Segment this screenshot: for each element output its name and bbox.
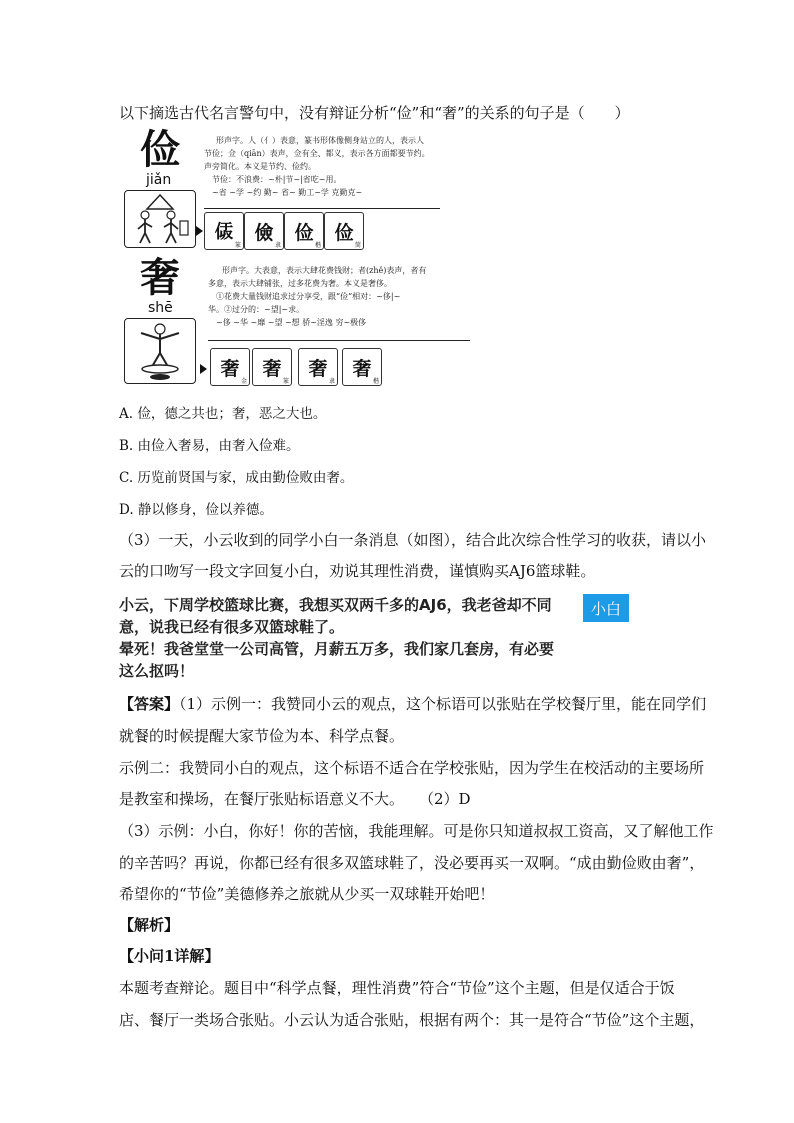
answer-line-5: （3）示例：小白，你好！你的苦恼，我能理解。可是你只知道叔叔工资高，又了解他工作 [119,822,714,840]
she-form-1: 奢 金 [210,348,250,386]
option-c: C. 历览前贤国与家，成由勤俭败由奢。 [119,470,354,486]
she-divider [208,340,470,341]
option-a: A. 俭，德之共也；奢，恶之大也。 [119,406,327,422]
dictionary-figure [118,126,474,388]
q3-line-1: （3）一天，小云收到的同学小白一条消息（如图），结合此次综合性学习的收获，请以小 [119,531,707,549]
chat-line-4: 这么抠吗！ [119,662,195,680]
jian-divider [204,208,440,209]
option-b: B. 由俭入奢易，由奢入俭难。 [119,438,300,454]
answer-line-4: 是教室和操场，在餐厅张贴标语意义不大。 （2）D [119,790,471,808]
analysis-line-2: 店、餐厅一类场合张贴。小云认为适合张贴，根据有两个：其一是符合“节俭”这个主题， [119,1011,705,1029]
jian-arrow-icon [196,226,203,236]
answer-line-3: 示例二：我赞同小白的观点，这个标语不适合在学校张贴，因为学生在校活动的主要场所 [119,759,705,777]
analysis-sub-label: 【小问1详解】 [119,947,220,965]
she-illustration [124,318,196,384]
chat-message-image [119,592,631,680]
answer-line-7: 希望你的“节俭”美德修养之旅就从少买一双球鞋开始吧！ [119,885,495,903]
jian-def-4: 节俭：不浪费：~朴|节~|省吃~用。 [204,175,342,184]
jian-pinyin: jiǎn [146,172,172,188]
analysis-label: 【解析】 [119,916,180,934]
answer-label: 【答案】 [119,695,180,713]
jian-def-5: ~省 ~学 ~约 勤~ 省~ 勤工~学 克勤克~ [204,188,363,197]
analysis-line-1: 本题考查辩论。题目中“科学点餐，理性消费”符合“节俭”这个主题，但是仅适合于饭 [119,979,675,997]
she-form-2: 奢 篆 [252,348,292,386]
she-form-3: 奢 隶 [298,348,338,386]
she-def-1: 形声字。大表意，表示大肆花费钱财；者(zhě)表声，者有 [222,266,427,275]
option-d: D. 静以修身，俭以养德。 [119,502,273,518]
jian-form-1: 𠈯 篆 [204,212,244,250]
she-def-5: ~侈 ~华 ~靡 ~望 ~想 骄~淫逸 穷~极侈 [208,318,367,327]
jian-character: 俭 [140,126,180,173]
she-form-4: 奢 楷 [342,348,382,386]
answer-line-2: 就餐的时候提醒大家节俭为本、科学点餐。 [119,727,405,745]
jian-illustration [124,190,196,248]
she-def-2: 多意，表示大肆铺张，过多花费为奢。本义是奢侈。 [208,279,392,288]
jian-form-2: 儉 隶 [244,212,284,250]
q3-line-2: 云的口吻写一段文字回复小白，劝说其理性消费，谨慎购买AJ6篮球鞋。 [119,562,596,580]
she-def-3: ①花费大量钱财追求过分享受，跟“俭”相对：~侈|~ [208,292,401,301]
answer-line-6: 的辛苦吗？再说，你都已经有很多双篮球鞋了，没必要再买一双啊。“成由勤俭败由奢”， [119,854,705,872]
she-def-4: 华。②过分的：~望|~求。 [208,305,305,314]
chat-line-2: 意，说我已经有很多双篮球鞋了。 [119,618,345,636]
jian-def-3: 声旁简化。本义是节约、俭约。 [204,162,316,171]
chat-line-1: 小云，下周学校篮球比赛，我想买双两千多的AJ6，我老爸却不同 [119,596,552,614]
jian-def-1: 形声字。人（亻）表意，篆书形体像侧身站立的人，表示人 [216,136,424,145]
jian-form-3: 俭 楷 [284,212,324,250]
she-pinyin: shē [148,300,173,316]
jian-form-4: 俭 简 [324,212,364,250]
chat-line-3: 晕死！我爸堂堂一公司高管，月薪五万多，我们家几套房，有必要 [119,640,555,658]
answer-text-1: （1）示例一：我赞同小云的观点，这个标语可以张贴在学校餐厅里，能在同学们 [179,695,707,713]
she-character: 奢 [140,254,180,301]
question-text: 以下摘选古代名言警句中，没有辩证分析“俭”和“奢”的关系的句子是（ ） [119,104,630,122]
she-arrow-icon [200,364,207,374]
answer-line-1 [119,694,706,714]
jian-def-2: 节俭；佥（qiān）表声，佥有全、都义，表示各方面都要节约。 [204,149,430,158]
sender-badge: 小白 [583,594,629,622]
